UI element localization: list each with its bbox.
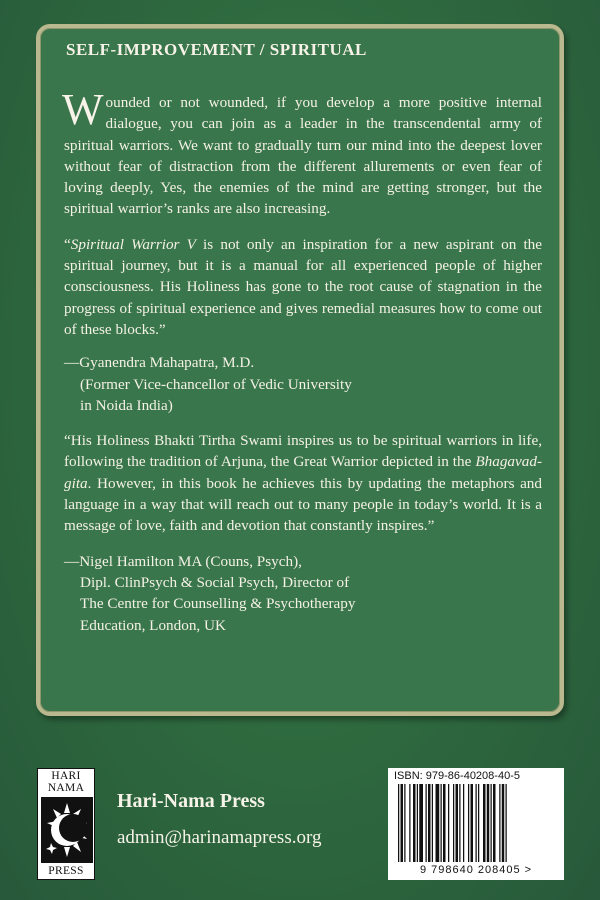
endorsement-quote-2 [64,430,542,536]
endorsement-1-attribution [64,352,542,416]
barcode-bar [476,784,477,862]
barcode-bar [456,784,459,862]
barcode-bar [426,784,427,862]
barcode-bar [506,784,507,862]
attribution-1-name: —Gyanendra Mahapatra, M.D. [64,354,255,372]
barcode-bar [448,784,449,862]
isbn-barcode-box [388,768,564,880]
logo-text-hari: HARI [51,770,81,782]
attribution-1-location: in Noida India) [80,396,173,414]
barcode-bar [398,784,399,862]
book-title-italic: Spiritual Warrior V [70,235,196,253]
barcode-bar [404,784,405,862]
barcode-bar [432,784,433,862]
intro-text: ounded or not wounded, if you develop a more positive internal dialogue, you can join as a leader in the transcendental army of spiritual warriors. We want to gradually turn our mind into the deepest lover without fear of distraction from the different allurements or even fear of loving deeply, Yes, the enemies of the mind are getting stronger, but the spiritual warrior’s ranks are also increasing. [64,94,542,218]
publisher-email: admin@harinamapress.org [117,827,322,848]
drop-cap: W [62,85,104,134]
logo-text-nama: NAMA [47,782,85,794]
endorsement-2-attribution [64,551,542,636]
publisher-logo [37,768,95,880]
back-cover-content [62,85,543,636]
barcode-bar [443,784,446,862]
attribution-1-title: (Former Vice-chancellor of Vedic University [80,375,352,393]
barcode-bar [493,784,496,862]
logo-text-press: PRESS [48,865,84,877]
attribution-2-line4: Education, London, UK [80,616,226,634]
barcode-bar [419,784,423,862]
moon-sun-emblem-icon [41,797,93,863]
quote1-open-mark: “ [64,235,71,253]
quote2-text-after: . However, in this book he achieves this by updating the metaphors and language in a way that will reach out to many people in today’s world. It is a message of love, faith and devotion that constantly inspires.” [64,474,542,535]
attribution-2-line3: The Centre for Counselling & Psychotherapy [80,595,356,613]
barcode-bar [409,784,410,862]
barcode-bar [483,784,486,862]
barcode-bar [436,784,440,862]
quote2-italic-title: Bhagavad-gita [64,453,542,492]
barcode-bar [413,784,416,862]
barcode-graphic [396,784,556,864]
isbn-label: ISBN: 979-86-40208-40-5 [394,770,520,782]
barcode-bar [417,784,418,862]
quote2-text-before: “His Holiness Bhakti Tirtha Swami inspires us to be spiritual warriors in life, following the tradition of Arjuna, the Great Warrior depicted in the [64,432,542,471]
publisher-name: Hari-Nama Press [117,790,265,812]
barcode-bar [401,784,404,862]
barcode-bar [487,784,490,862]
barcode-bar [441,784,442,862]
barcode-digits: 9 798640 208405 > [419,864,533,876]
barcode-bar [468,784,469,862]
barcode-bar [478,784,479,862]
barcode-bar [499,784,500,862]
endorsement-quote-1 [64,234,542,340]
intro-paragraph [62,85,542,220]
barcode-bar [502,784,505,862]
barcode-bar [491,784,492,862]
barcode-bar [459,784,460,862]
barcode-bar [453,784,454,862]
barcode-bar [471,784,474,862]
barcode-bar [428,784,431,862]
barcode-bar [463,784,464,862]
quote1-text: is not only an inspiration for a new aspirant on the spiritual journey, but it is a manual for all experienced people of higher consciousness. His Holiness has gone to the root cause of stagnation in the progress of spiritual experience and gives remedial measures how to come out of these blocks.” [64,235,543,338]
attribution-2-name: —Nigel Hamilton MA (Couns, Psych), [64,552,302,570]
category-heading: SELF-IMPROVEMENT / SPIRITUAL [66,40,367,59]
attribution-2-line2: Dipl. ClinPsych & Social Psych, Director of [80,573,350,591]
